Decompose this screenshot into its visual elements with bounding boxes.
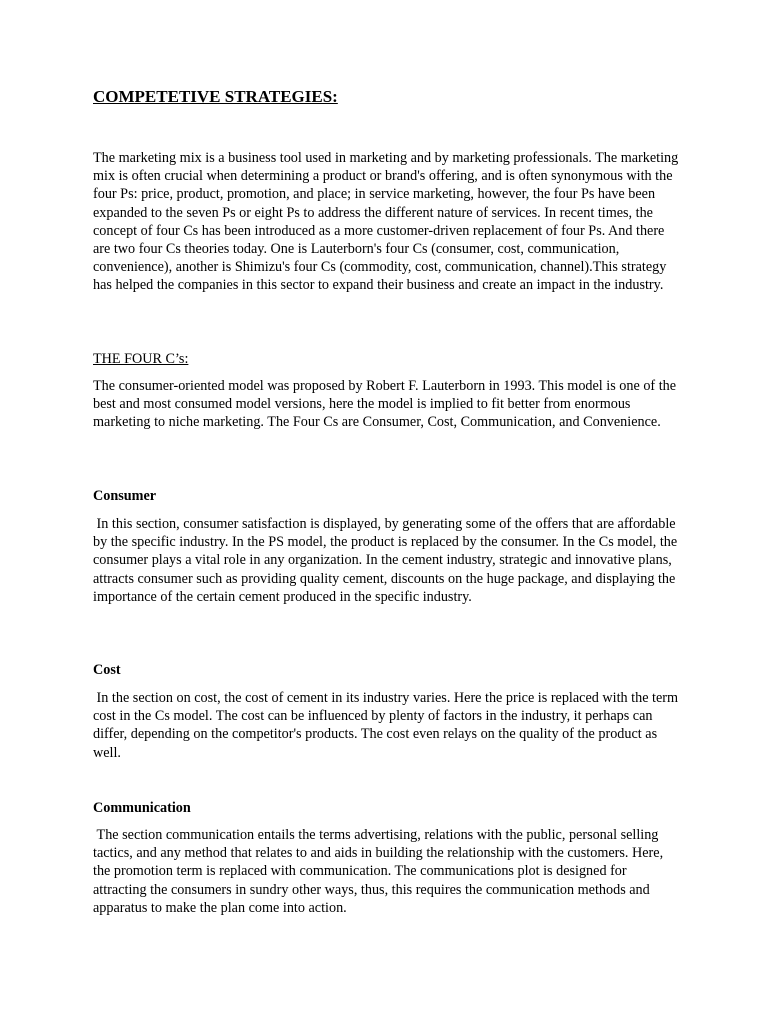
communication-heading: Communication: [93, 800, 191, 816]
cost-heading: Cost: [93, 662, 121, 678]
four-cs-paragraph: The consumer-oriented model was proposed by Robert F. Lauterborn in 1993. This model is one of the best and most consumed model versions, here the model is implied to fit better from enormous marketing to niche marketing. The Four Cs are Consumer, Cost, Communication, and Convenience.: [93, 378, 680, 431]
consumer-heading: Consumer: [93, 488, 157, 504]
four-cs-heading: THE FOUR C’s:: [93, 351, 189, 367]
cost-paragraph: In the section on cost, the cost of cement in its industry varies. Here the price is replaced with the term cost in the Cs model. The cost can be influenced by plenty of factors in the industry, it perhaps can differ, depending on the competitor's products. The cost even relays on the quality of the product as well.: [93, 690, 682, 761]
consumer-paragraph: In this section, consumer satisfaction is displayed, by generating some of the offers that are affordable by the specific industry. In the PS model, the product is replaced by the consumer. In the Cs model, the consumer plays a vital role in any organization. In the cement industry, strategic and innovative plans, attracts consumer such as providing quality cement, discounts on the huge package, and displaying the importance of the certain cement produced in the specific industry.: [93, 516, 681, 605]
intro-paragraph: The marketing mix is a business tool used in marketing and by marketing professionals. The marketing mix is often crucial when determining a product or brand's offering, and is often synonymous with the four Ps: price, product, promotion, and place; in service marketing, however, the four Ps have been expanded to the seven Ps or eight Ps to address the different nature of services. In recent times, the concept of four Cs has been introduced as a more customer-driven replacement of four Ps. And there are two four Cs theories today. One is Lauterborn's four Cs (consumer, cost, communication, convenience), another is Shimizu's four Cs (commodity, cost, communication, channel).This strategy has helped the companies in this sector to expand their business and create an impact in the industry.: [93, 150, 682, 294]
communication-paragraph: The section communication entails the terms advertising, relations with the public, personal selling tactics, and any method that relates to and aids in building the relationship with the customers. Here, the promotion term is replaced with communication. The communications plot is designed for attracting the consumers in sundry other ways, thus, this requires the communication methods and apparatus to make the plan come into action.: [93, 827, 667, 916]
document-title: COMPETETIVE STRATEGIES:: [93, 87, 338, 106]
